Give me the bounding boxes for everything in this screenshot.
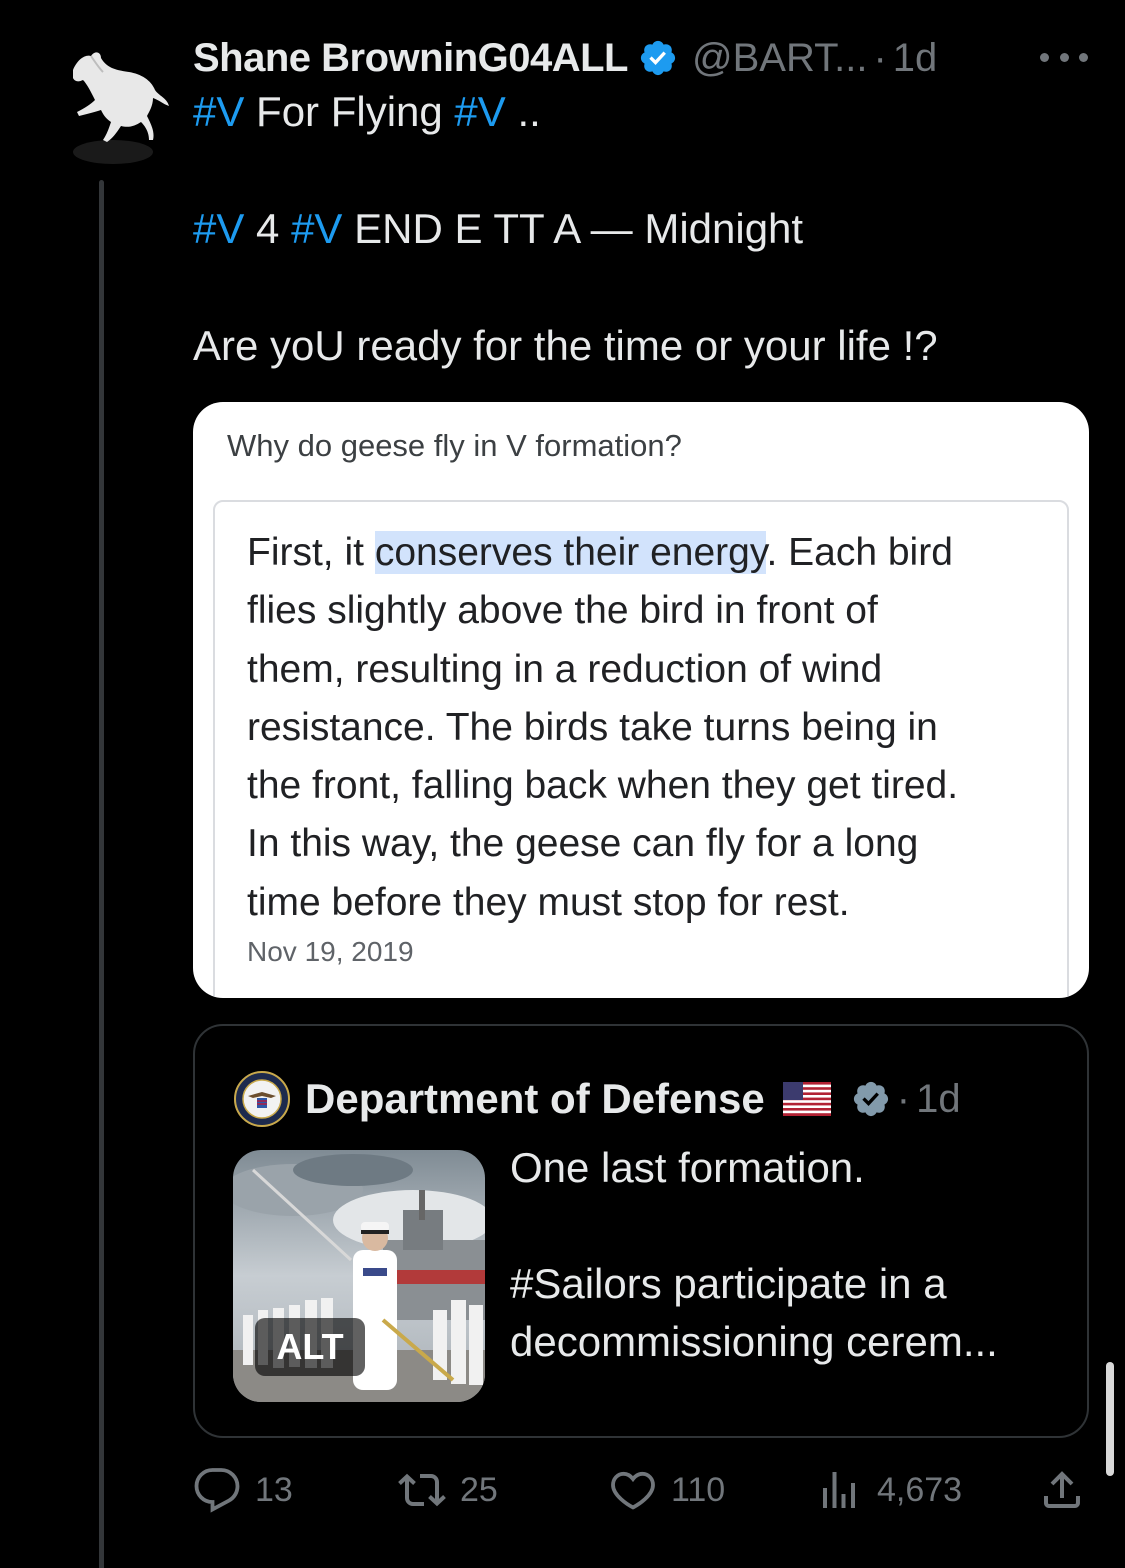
tweet-header (193, 30, 1093, 86)
answer-line: them, resulting in a reduction of wind (247, 647, 883, 691)
share-icon (1038, 1466, 1086, 1514)
more-icon[interactable] (1040, 42, 1088, 72)
answer-paragraph (247, 524, 1047, 932)
like-button[interactable] (609, 1460, 725, 1520)
tweet-actions (193, 1460, 1093, 1520)
tweet-text: For Flying (244, 88, 455, 135)
views-icon (815, 1466, 863, 1514)
thread-line (99, 180, 104, 1568)
quoted-text-line-2: #Sailors participate in a (510, 1260, 947, 1307)
quoted-author-name[interactable]: Department of Defense (305, 1075, 765, 1122)
reply-button[interactable] (193, 1460, 293, 1520)
heart-icon (609, 1466, 657, 1514)
tweet-time[interactable]: 1d (892, 35, 938, 80)
quoted-time[interactable]: 1d (916, 1076, 961, 1121)
separator-dot: · (896, 1076, 911, 1121)
tweet-text-line-1 (193, 88, 541, 136)
like-count: 110 (671, 1470, 726, 1509)
reply-count: 13 (255, 1470, 293, 1509)
share-button[interactable] (1038, 1460, 1086, 1520)
tweet-text-line-2 (193, 205, 803, 253)
view-count: 4,673 (877, 1470, 963, 1509)
tweet-text: END E TT A — Midnight (342, 205, 804, 252)
answer-line: In this way, the geese can fly for a long (247, 822, 919, 866)
hashtag[interactable]: #V (454, 88, 506, 135)
verified-badge-icon[interactable] (851, 1079, 891, 1119)
verified-badge-icon[interactable] (638, 38, 678, 78)
answer-date: Nov 19, 2019 (247, 936, 414, 967)
tweet-text: 4 (244, 205, 292, 252)
separator-dot: · (873, 35, 887, 80)
answer-line (247, 524, 1047, 582)
hashtag[interactable]: #V (193, 88, 245, 135)
hashtag[interactable]: #V (193, 205, 245, 252)
repost-count: 25 (460, 1470, 498, 1509)
search-question: Why do geese fly in V formation? (227, 428, 682, 463)
tweet-text-line-3: Are yoU ready for the time or your life !? (193, 322, 938, 369)
repost-icon (398, 1466, 446, 1514)
answer-line: flies slightly above the bird in front of (247, 589, 878, 633)
attached-image[interactable] (193, 402, 1089, 998)
hashtag[interactable]: #V (291, 205, 343, 252)
quoted-text-line-3: decommissioning cerem... (510, 1318, 998, 1365)
white-horse-avatar-icon (55, 40, 173, 170)
answer-line: resistance. The birds take turns being in (247, 705, 938, 749)
quoted-text-line-1: One last formation. (510, 1144, 865, 1191)
views-button[interactable] (815, 1460, 962, 1520)
highlighted-text: conserves their energy (374, 531, 767, 574)
answer-text: . Each bird (766, 531, 953, 574)
quoted-photo[interactable] (233, 1150, 485, 1402)
answer-text: First, it (247, 531, 375, 574)
reply-icon (193, 1466, 241, 1514)
author-handle[interactable]: @BART... (692, 35, 868, 80)
quoted-author (305, 1070, 961, 1128)
answer-line: the front, falling back when they get tired. (247, 764, 959, 808)
quoted-tweet[interactable] (193, 1024, 1089, 1438)
repost-button[interactable] (398, 1460, 498, 1520)
author-name[interactable]: Shane BrowninG04ALL (193, 35, 628, 80)
dod-seal-avatar[interactable] (233, 1070, 291, 1128)
us-flag-icon (783, 1082, 831, 1116)
author-avatar[interactable] (55, 40, 173, 170)
answer-line: time before they must stop for rest. (247, 880, 850, 924)
scrollbar[interactable] (1106, 1362, 1114, 1476)
tweet-text: .. (505, 88, 541, 135)
alt-text-badge[interactable]: ALT (255, 1318, 365, 1376)
